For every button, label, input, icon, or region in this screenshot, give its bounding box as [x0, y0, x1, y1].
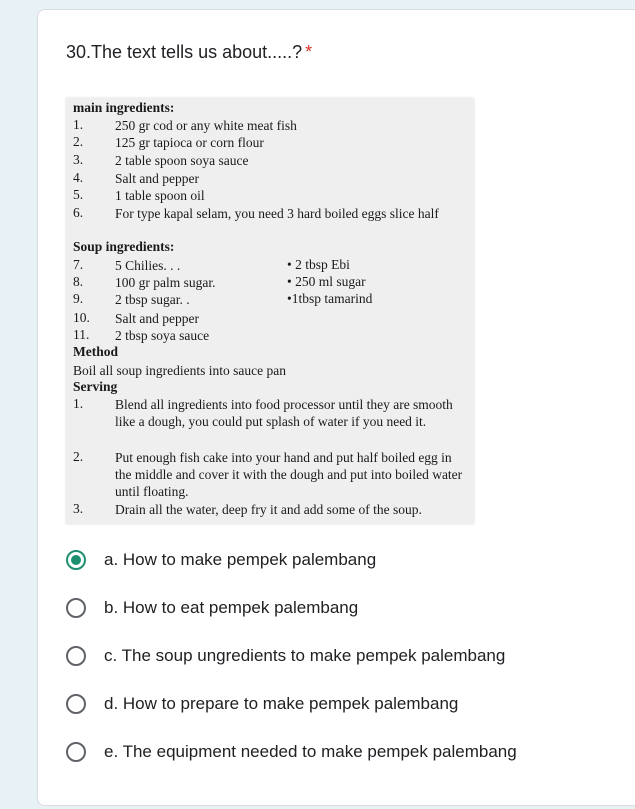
question-text: 30.The text tells us about.....? — [66, 42, 303, 62]
option-d[interactable] — [66, 686, 586, 722]
recipe-image: main ingredients: 1. 250 gr cod or any white meat fish 2. 125 gr tapioca or corn flour 3. 2 table spoon soya sauce 4. Salt and pepper 5. 1 table spoon oil 6. For type kapal selam, you need 3 hard boiled eggs slice half Soup ingredients: 7. 5 Chilies. . . • 2 tbsp Ebi 8. 100 gr palm sugar. • 250 ml sugar 9. 2 tbsp sugar. . •1tbsp tamarind 10. Salt and pepper 11. 2 tbsp soya sauce Method Boil all soup ingredients into sauce pan Serving 1. Blend all ingredients into food processor until they are smooth like a dough, you could put splash of water if you need it. 2. Put enough fish cake into your hand and put half boiled egg in the middle and cover it with the dough and put into boiled water until floating. 3. Drain all the water, deep fry it and add some of the soup. — [66, 98, 474, 524]
option-label: e. The equipment needed to make pempek palembang — [104, 742, 517, 761]
option-e[interactable] — [66, 734, 586, 770]
method-heading: Method — [73, 344, 118, 359]
radio-icon[interactable] — [66, 646, 86, 666]
option-label: d. How to prepare to make pempek palembang — [104, 694, 459, 713]
radio-selected-icon[interactable] — [66, 550, 86, 570]
option-c[interactable] — [66, 638, 586, 674]
radio-icon[interactable] — [66, 598, 86, 618]
option-label: b. How to eat pempek palembang — [104, 598, 359, 617]
main-ingredients-heading: main ingredients: — [73, 100, 175, 115]
soup-ingredients-heading: Soup ingredients: — [73, 239, 175, 254]
radio-icon[interactable] — [66, 742, 86, 762]
question-title — [66, 42, 312, 63]
option-label: a. How to make pempek palembang — [104, 550, 377, 569]
option-b[interactable] — [66, 590, 586, 626]
option-label: c. The soup ungredients to make pempek palembang — [104, 646, 506, 665]
method-text: Boil all soup ingredients into sauce pan — [73, 363, 286, 378]
radio-icon[interactable] — [66, 694, 86, 714]
required-asterisk: * — [305, 42, 313, 62]
serving-heading: Serving — [73, 379, 118, 394]
option-a[interactable] — [66, 542, 586, 578]
